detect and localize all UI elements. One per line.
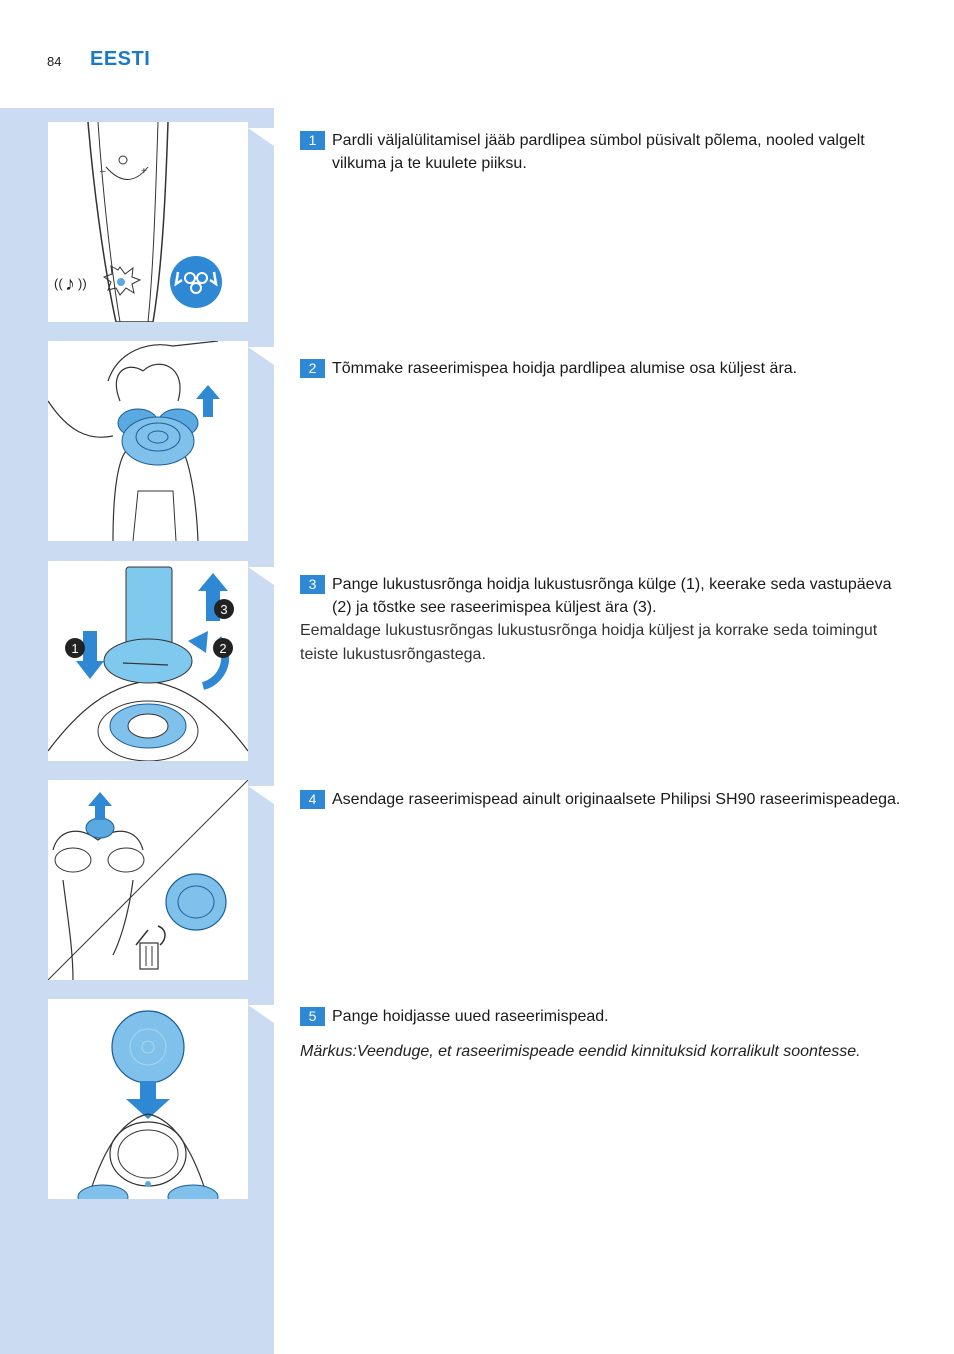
figure-pointer <box>248 786 274 822</box>
step-3-extra: Eemaldage lukustusrõngas lukustusrõnga hoidja küljest ja korrake seda toimingut teiste lukustusrõngastega. <box>300 622 878 663</box>
step-number: 3 <box>300 575 325 594</box>
step-text: Pange hoidjasse uued raseerimispead. <box>332 1008 609 1025</box>
figure-shaver-off-indicator <box>48 122 248 322</box>
figure3-label-1: 1 <box>71 641 79 656</box>
language-title: EESTI <box>90 48 151 70</box>
figure-insert-new-heads <box>48 999 248 1199</box>
figure-pointer <box>248 567 274 603</box>
step-number: 1 <box>300 131 325 150</box>
svg-text:–: – <box>100 166 106 177</box>
figure-pointer <box>248 347 274 383</box>
step-5 <box>300 1005 910 1028</box>
svg-text:♪: ♪ <box>65 273 75 295</box>
svg-text:)): )) <box>78 276 87 291</box>
figure-pointer <box>248 1005 274 1041</box>
step-number: 2 <box>300 359 325 378</box>
step-text: Tõmmake raseerimispea hoidja pardlipea alumise osa küljest ära. <box>332 360 798 377</box>
step-text: Pange lukustusrõnga hoidja lukustusrõnga külge (1), keerake seda vastupäeva (2) ja tõstke see raseerimispea küljest ära (3). <box>332 576 892 616</box>
figure-replace-heads <box>48 780 248 980</box>
step-4 <box>300 788 910 811</box>
note-text: Märkus:Veenduge, et raseerimispeade eendid kinnituksid korralikult soontesse. <box>300 1043 861 1060</box>
figure3-label-2: 2 <box>219 641 227 656</box>
step-text: Pardli väljalülitamisel jääb pardlipea sümbol püsivalt põlema, nooled valgelt vilkuma ja te kuulete piiksu. <box>332 132 865 172</box>
step-text: Asendage raseerimispead ainult originaalsete Philipsi SH90 raseerimispeadega. <box>332 791 901 808</box>
svg-text:+: + <box>141 166 147 177</box>
svg-text:((: (( <box>54 276 63 291</box>
figure-remove-holder <box>48 341 248 541</box>
figure-locking-ring <box>48 561 248 761</box>
page-number: 84 <box>47 54 62 69</box>
figure3-label-3: 3 <box>220 602 228 617</box>
step-2 <box>300 357 910 380</box>
step-3 <box>300 573 910 619</box>
figure-pointer <box>248 128 274 164</box>
step-1 <box>300 129 910 175</box>
step-number: 5 <box>300 1007 325 1026</box>
step-number: 4 <box>300 790 325 809</box>
